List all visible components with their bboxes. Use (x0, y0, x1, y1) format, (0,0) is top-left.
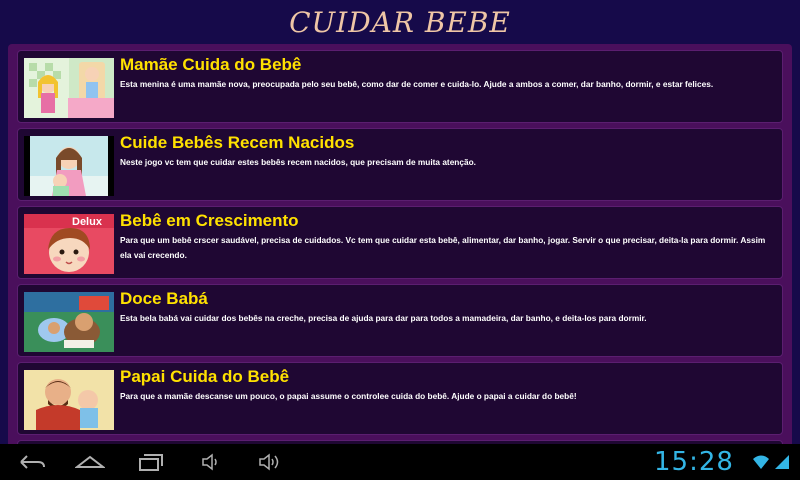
recent-apps-icon (138, 452, 164, 472)
page-title: CUIDAR BEBE (289, 5, 511, 39)
volume-down-button[interactable] (198, 450, 222, 474)
growing-baby-thumbnail[interactable] (24, 214, 114, 274)
game-list-panel[interactable] (8, 44, 792, 444)
item-text (120, 289, 774, 326)
daddy-baby-thumbnail[interactable] (24, 370, 114, 430)
item-description: Neste jogo vc tem que cuidar estes bebês recem nacidos, que precisam de muita atenção. (120, 157, 476, 167)
item-title[interactable]: Mamãe Cuida do Bebê (120, 55, 302, 74)
volume-up-icon (257, 453, 283, 471)
item-title[interactable]: Papai Cuida do Bebê (120, 367, 290, 386)
item-title[interactable]: Doce Babá (120, 289, 208, 308)
status-clock: 15:28 (654, 447, 734, 477)
volume-up-button[interactable] (256, 450, 284, 474)
item-description: Esta bela babá vai cuidar dos bebês na creche, precisa de ajuda para dar para todos a mamadeira, dar banho, e deita-los para dormir. (120, 313, 647, 323)
home-button[interactable] (74, 450, 106, 474)
item-text (120, 55, 774, 92)
item-title[interactable]: Bebê em Crescimento (120, 211, 299, 230)
item-text (120, 133, 774, 170)
back-icon (18, 453, 46, 471)
newborn-thumbnail[interactable] (24, 136, 114, 196)
nanny-thumbnail[interactable] (24, 292, 114, 352)
home-icon (75, 453, 105, 471)
back-button[interactable] (16, 450, 48, 474)
item-description: Para que a mamãe descanse um pouco, o papai assume o controlee cuida do bebê. Ajude o papai a cuidar do bebê! (120, 391, 577, 401)
wifi-icon (752, 454, 770, 470)
system-navigation-bar (0, 444, 800, 480)
list-item[interactable] (17, 50, 783, 123)
volume-down-icon (200, 453, 220, 471)
list-item[interactable] (17, 284, 783, 357)
recent-apps-button[interactable] (136, 450, 166, 474)
item-description: Para que um bebê crscer saudável, precisa de cuidados. Vc tem que cuidar esta bebê, alimentar, dar banho, jogar. Servir o que precisar, deita-la para dormir. Assim ela vai crecendo. (120, 235, 766, 260)
signal-icon (774, 454, 790, 470)
list-item[interactable] (17, 362, 783, 435)
mother-baby-thumbnail[interactable] (24, 58, 114, 118)
thumbnail-brand-text: Delux (72, 216, 102, 228)
item-title[interactable]: Cuide Bebês Recem Nacidos (120, 133, 355, 152)
game-list (17, 50, 783, 444)
item-text (120, 211, 774, 263)
item-description: Esta menina é uma mamãe nova, preocupada pelo seu bebê, como dar de comer e cuida-lo. Ajude a ambos a comer, dar banho, dormir, e estar felices. (120, 79, 714, 89)
item-text (120, 367, 774, 404)
list-item[interactable] (17, 206, 783, 279)
list-item[interactable] (17, 128, 783, 201)
app-header (0, 0, 800, 44)
